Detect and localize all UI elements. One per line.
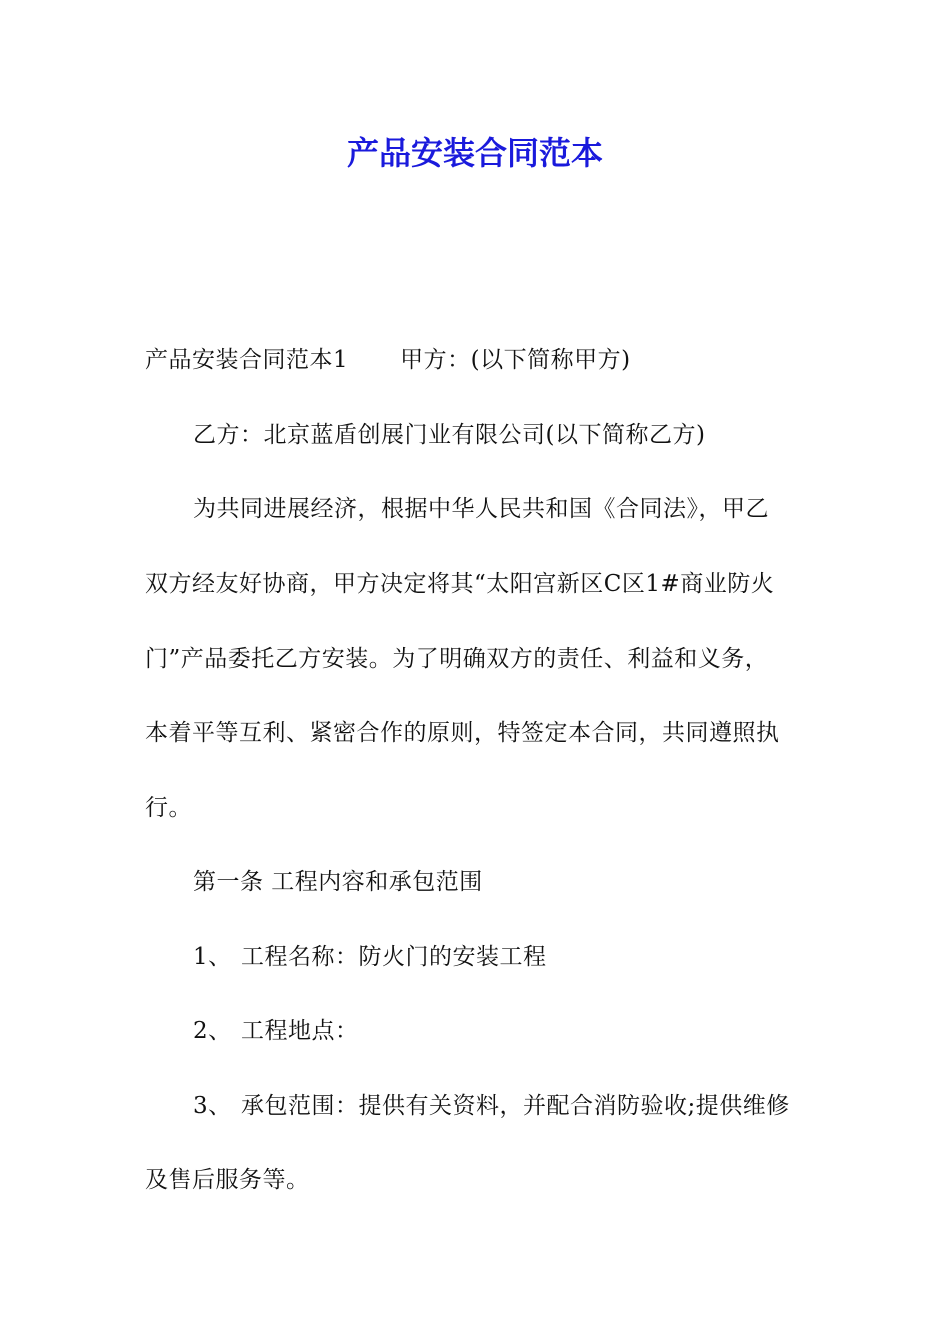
- paragraph-line: 门”产品委托乙方安装。为了明确双方的责任、利益和义务，: [145, 646, 769, 672]
- list-item: [193, 1016, 359, 1046]
- list-item-text: 承包范围：提供有关资料，并配合消防验收;提供维修: [241, 1093, 790, 1119]
- contract-heading-inline: 产品安装合同范本1: [145, 347, 349, 373]
- list-item-text: 工程名称：防火门的安装工程: [241, 944, 547, 970]
- paragraph-line: 双方经友好协商，甲方决定将其“太阳宫新区C区1#商业防火: [145, 571, 775, 597]
- list-item: [193, 942, 547, 972]
- list-item: [193, 1091, 790, 1121]
- list-item-number: 1、: [193, 944, 232, 970]
- paragraph-line-parties: [145, 345, 631, 375]
- article-heading: 第一条 工程内容和承包范围: [193, 869, 483, 895]
- list-item-text: 工程地点：: [241, 1018, 359, 1044]
- paragraph-line: 行。: [145, 795, 192, 821]
- paragraph-line: 本着平等互利、紧密合作的原则，特签定本合同，共同遵照执: [145, 720, 780, 746]
- document-title: 产品安装合同范本: [346, 134, 603, 172]
- list-item-number: 2、: [193, 1018, 232, 1044]
- paragraph-line: 及售后服务等。: [145, 1167, 310, 1193]
- list-item-number: 3、: [193, 1093, 232, 1119]
- party-b-line: 乙方：北京蓝盾创展门业有限公司(以下简称乙方): [193, 422, 706, 448]
- paragraph-line: 为共同进展经济，根据中华人民共和国《合同法》，甲乙: [193, 496, 769, 522]
- party-a-text: 甲方：(以下简称甲方): [400, 347, 631, 373]
